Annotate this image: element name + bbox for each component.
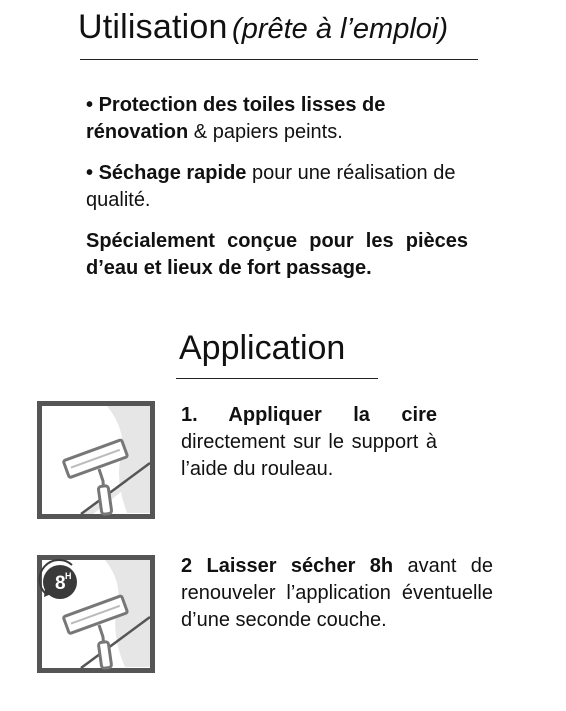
badge-number: 8 <box>55 573 66 594</box>
special-note: Spécialement conçue pour les pièces d’eau et lieux de fort passage. <box>86 230 468 279</box>
application-title: Application <box>179 329 346 367</box>
step-1-normal: directement sur le support à l’aide du rouleau. <box>181 431 437 480</box>
bullet-item-protection <box>86 92 468 146</box>
utilisation-heading <box>78 10 448 44</box>
badge-unit: H <box>65 571 72 581</box>
bullet-item-sechage <box>86 160 468 214</box>
utilisation-divider <box>80 59 478 60</box>
utilisation-bullet-list <box>86 92 468 282</box>
step-1-illustration <box>37 401 155 519</box>
step-2-normal: avant de renouveler l’application éventuelle d’une seconde couche. <box>181 555 493 631</box>
step-1-bold: 1. Appliquer la cire <box>181 404 437 426</box>
bullet-bold-text: Protection des toiles lisses de rénovation <box>86 94 386 143</box>
step-1-text <box>181 402 437 483</box>
bullet-dot: • <box>86 162 94 184</box>
roller-handle <box>98 641 112 668</box>
step-2-text <box>181 553 493 634</box>
application-divider <box>176 378 378 379</box>
bullet-normal-text: pour une réalisation de qualité. <box>86 162 456 211</box>
utilisation-title: Utilisation <box>78 8 228 46</box>
roller-handle <box>98 485 112 514</box>
utilisation-subtitle: (prête à l’emploi) <box>232 13 449 45</box>
step-2-illustration <box>37 555 155 673</box>
step-2-bold: 2 Laisser sécher 8h <box>181 555 394 577</box>
paint-roller-icon <box>37 555 155 673</box>
bullet-normal-text: & papiers peints. <box>188 121 343 143</box>
paint-roller-icon <box>37 401 155 519</box>
bullet-bold-text: Séchage rapide <box>98 162 247 184</box>
bullet-dot: • <box>86 94 94 116</box>
